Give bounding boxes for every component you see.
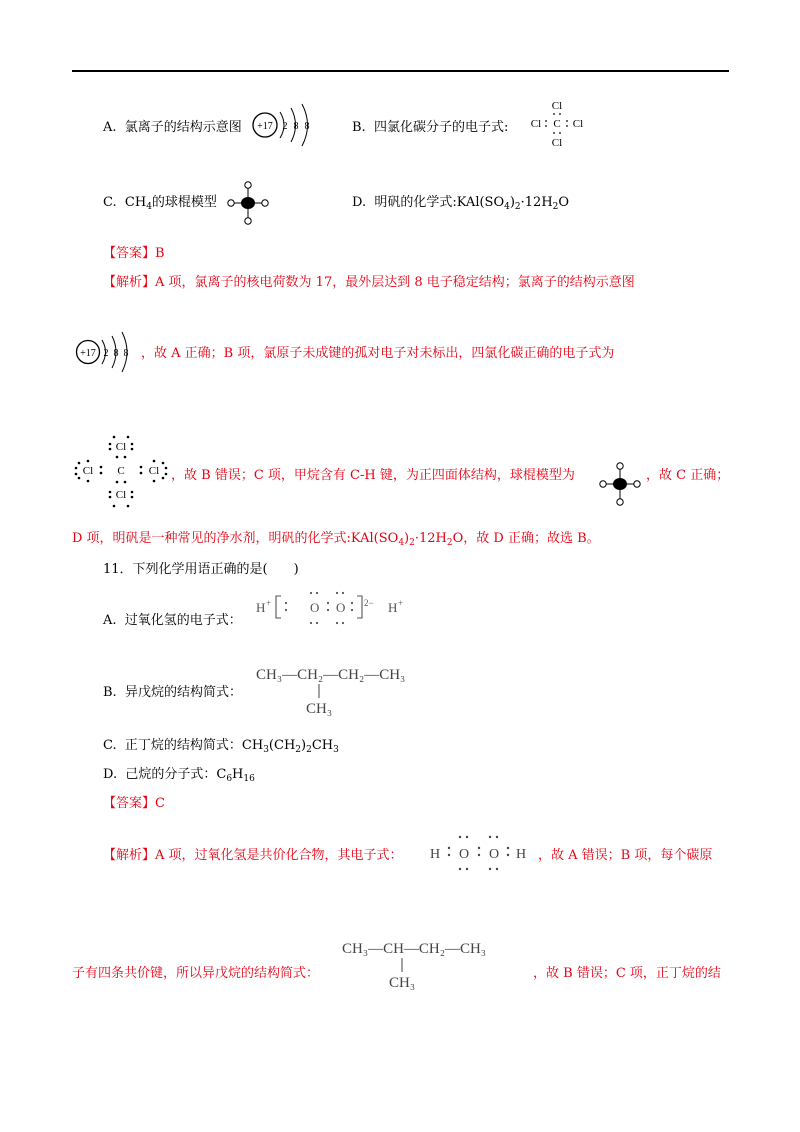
svg-text:O: O xyxy=(310,600,320,615)
svg-text:8: 8 xyxy=(123,348,129,359)
svg-text:Cl: Cl xyxy=(115,441,127,453)
q11-option-c: C. 正丁烷的结构简式：$CH_3(CH_2)_2CH_3$ xyxy=(103,738,339,755)
svg-text:H: H xyxy=(430,847,441,862)
q10-analysis-line3a: ，故 B 错误；C 项，甲烷含有 C-H 键，为正四面体结构，球棍模型为 xyxy=(171,468,575,483)
svg-text:CH₃—CH—CH₂—CH₃: CH₃—CH—CH₂—CH₃ xyxy=(342,941,487,957)
q11-analysis-line2a: 子有四条共价键，所以异戊烷的结构简式： xyxy=(72,966,320,981)
analysis-methane-ball-stick-model xyxy=(598,461,644,507)
q10-analysis-line2: ，故 A 正确；B 项，氯原子未成键的孤对电子对未标出，四氯化碳正确的电子式为 xyxy=(141,346,615,361)
svg-text:CH₃: CH₃ xyxy=(306,701,333,716)
q10-analysis-line4: D 项，明矾是一种常见的净水剂，明矾的化学式$:KAl(SO_4)_2\cdot 12H_2O$，故 D 正确；故选 B。 xyxy=(72,531,600,548)
svg-text:Cl: Cl xyxy=(530,118,542,130)
svg-text:2: 2 xyxy=(103,348,109,359)
header-rule xyxy=(72,70,729,72)
isopentane-correct-structure xyxy=(342,936,532,992)
svg-text:CH₃: CH₃ xyxy=(389,975,416,991)
svg-text:+: + xyxy=(266,598,272,608)
svg-text:CH₃—CH₂—CH₂—CH₃: CH₃—CH₂—CH₂—CH₃ xyxy=(256,667,406,683)
q10-option-a: A. 氯离子的结构示意图 xyxy=(103,120,242,135)
shell-2: 8 xyxy=(293,121,299,132)
svg-text:Cl: Cl xyxy=(82,465,94,477)
q10-analysis-line1: 【解析】A 项，氯离子的核电荷数为 17，最外层达到 8 电子稳定结构；氯离子的结构示意图 xyxy=(103,275,635,290)
h2o2-covalent-electron-formula xyxy=(428,832,536,874)
q11-analysis-line1a: 【解析】A 项，过氧化氢是共价化合物，其电子式： xyxy=(103,848,403,863)
q10-option-c: C. $CH_4$的球棍模型 xyxy=(103,195,217,212)
svg-text:+17: +17 xyxy=(80,348,96,359)
analysis-chloride-ion-diagram xyxy=(75,330,139,374)
shell-1: 2 xyxy=(282,121,288,132)
svg-text:Cl: Cl xyxy=(148,465,160,477)
svg-text:+: + xyxy=(398,598,404,608)
svg-text:O: O xyxy=(489,847,500,862)
svg-text:H: H xyxy=(256,600,266,615)
svg-text:C: C xyxy=(553,118,561,130)
shell-3: 8 xyxy=(304,121,310,132)
q11-option-a: A. 过氧化氢的电子式： xyxy=(103,613,242,628)
svg-text:Cl: Cl xyxy=(572,118,584,130)
svg-text:O: O xyxy=(459,847,470,862)
q11-option-d: D. 己烷的分子式：$C_6H_{16}$ xyxy=(103,767,255,784)
svg-text:O: O xyxy=(336,600,346,615)
q10-analysis-line3b: ，故 C 正确； xyxy=(646,468,730,483)
q11-answer: 【答案】C xyxy=(103,796,165,811)
svg-text:8: 8 xyxy=(113,348,119,359)
q10-option-b: B. 四氯化碳分子的电子式: xyxy=(352,120,509,135)
q11-stem: 11．下列化学用语正确的是( ) xyxy=(103,562,299,577)
nucleus-charge: +17 xyxy=(257,121,273,132)
ccl4-electron-formula xyxy=(526,96,586,150)
q11-analysis-line2b: ，故 B 错误；C 项，正丁烷的结 xyxy=(533,966,721,981)
isopentane-wrong-structure xyxy=(256,662,446,716)
chloride-ion-diagram xyxy=(250,102,322,148)
svg-text:Cl: Cl xyxy=(551,137,563,149)
svg-text:H: H xyxy=(388,600,398,615)
svg-text:H: H xyxy=(516,847,527,862)
q11-analysis-line1b: ，故 A 错误；B 项，每个碳原 xyxy=(538,848,713,863)
h2o2-ionic-electron-formula xyxy=(254,588,426,628)
svg-text:2−: 2− xyxy=(364,598,374,608)
correct-ccl4-electron-formula xyxy=(74,434,168,510)
q10-answer: 【答案】B xyxy=(103,246,165,261)
methane-ball-stick-model xyxy=(226,180,274,226)
svg-text:Cl: Cl xyxy=(115,489,127,501)
svg-text:C: C xyxy=(117,465,125,477)
q11-option-b: B. 异戊烷的结构简式： xyxy=(103,685,242,700)
q10-option-d: D. 明矾的化学式$:KAl(SO_4)_2\cdot 12H_2O$ xyxy=(352,195,570,212)
svg-text:Cl: Cl xyxy=(551,100,563,112)
